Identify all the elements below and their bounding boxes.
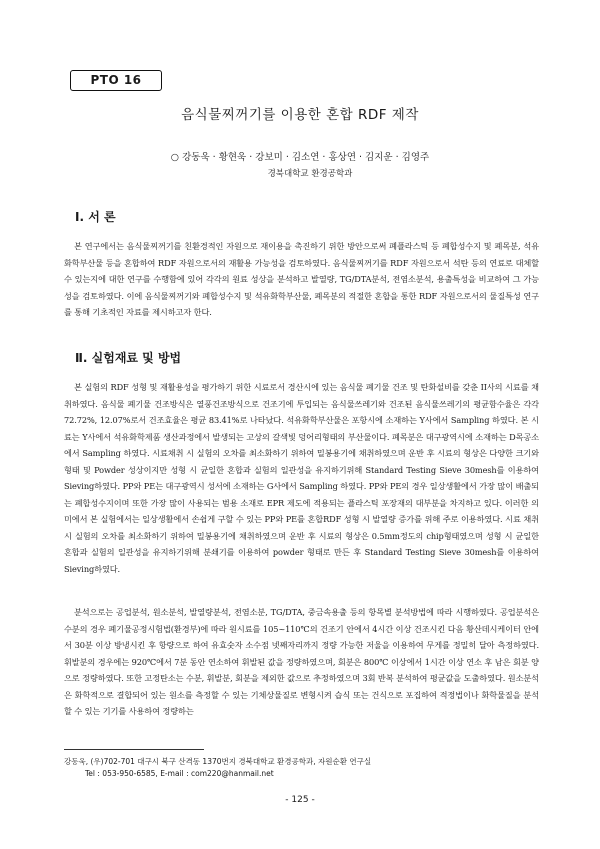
section-heading-introduction: Ⅰ. 서 론 [75, 210, 116, 224]
footnote-address: 강동욱, (우)702-701 대구시 북구 산격동 1370번지 경북대학교 환경공학과, 자원순환 연구실 [64, 757, 372, 766]
session-badge: PTO 16 [70, 70, 162, 91]
methods-paragraph-analysis: 분석으로는 공업분석, 원소분석, 발열량분석, 전염소분, TG/DTA, 중금속용출 등의 항목별 분석방법에 따라 시행하였다. 공업분석은 수분의 경우 폐기물공정시험법(환경부)에 따라 원시료를 105~110℃의 건조기 안에서 4시간 이상 건조시킨 다음 황산데시케이터 안에서 30분 이상 방냉시킨 후 항량으로 하여 유효숫자 소수점 넷째자리까지 정량 가능한 저울을 이용하여 무게를 정밀히 달아 측정하였다. 휘발분의 경우에는 920℃에서 7분 동안 연소하여 휘발된 값을 정량하였으며, 회분은 800℃ 이상에서 1시간 이상 연소 후 남은 회분 양으로 정량하였다. 또한 고정탄소는 수분, 휘발분, 회분을 제외한 값으로 추정하였으며 3회 반복 분석하여 평균값을 도출하였다. 원소분석은 화학적으로 결합되어 있는 원소를 측정할 수 있는 기체상물질로 변형시켜 습식 또는 건식으로 포집하여 적정법이나 화학물질을 분석할 수 있는 기기를 사용하여 정량하는 [64, 607, 539, 716]
section-heading-methods: Ⅱ. 실험재료 및 방법 [75, 351, 182, 365]
author-list: ○ 강동욱 · 황현욱 · 강보미 · 김소연 · 홍상연 · 김지운 · 김영주 [170, 152, 430, 163]
affiliation: 경북대학교 환경공학과 [267, 169, 353, 179]
footnote-divider [64, 749, 204, 750]
footnote-contact: Tel : 053-950-6585, E-mail : com220@hanmail.net [85, 769, 274, 778]
paper-title: 음식물찌꺼기를 이용한 혼합 RDF 제작 [181, 107, 419, 123]
introduction-paragraph: 본 연구에서는 음식물찌꺼기를 친환경적인 자원으로 재이용을 촉진하기 위한 방안으로써 폐플라스틱 등 폐합성수지 및 폐목분, 석유화학부산물 등을 혼합하여 RDF 자원으로서의 재활용 가능성을 검토하였다. 음식물찌꺼기를 RDF 자원으로서 석탄 등의 연료로 대체할 수 있는지에 대한 연구를 수행함에 있어 각각의 원료 성상을 분석하고 발열량, TG/DTA분석, 전염소분석, 용출특성을 비교하여 그 가능성을 검토하였다. 이에 음식물찌꺼기와 폐합성수지 및 석유화학부산물, 폐목분의 적절한 혼합을 통한 RDF 자원으로서의 물질특성 연구를 통해 기초적인 자료를 제시하고자 한다. [64, 241, 539, 317]
methods-paragraph-samples: 본 실험의 RDF 성형 및 재활용성을 평가하기 위한 시료로서 경산시에 있는 음식물 폐기물 건조 및 탄화설비를 갖춘 II사의 시료를 채취하였다. 음식물 폐기물 건조방식은 열풍건조방식으로 건조기에 투입되는 음식물쓰레기와 건조된 음식물쓰레기의 평균함수율은 각각 72.72%, 12.07%로서 건조효율은 평균 83.41%로 나타났다. 석유화학부산물은 포항시에 소재하는 Y사에서 Sampling 하였다. 본 시료는 Y사에서 석유화학제품 생산과정에서 발생되는 고상의 갈색빛 덩어리형태의 부산물이다. 폐목분은 대구광역시에 소재하는 D목공소에서 Sampling 하였다. 시료채취 시 실험의 오차를 최소화하기 위하여 밀봉용기에 채취하였으며 운반 후 시료의 형상은 다양한 크기와 형태 및 Powder 성상이지만 성형 시 균일한 혼합과 실험의 일관성을 유지하기위해 Standard Testing Sieve 30mesh를 이용하여 Sieving하였다. PP와 PE는 대구광역시 성서에 소재하는 G사에서 Sampling 하였다. PP와 PE의 경우 일상생활에서 가장 많이 배출되는 폐합성수지이며 또한 가장 많이 사용되는 범용 소재로 EPR 제도에 적용되는 플라스틱 포장재의 대부분을 차지하고 있다. 이러한 의미에서 본 실험에서는 일상생활에서 손쉽게 구할 수 있는 PP와 PE를 혼합RDF 성형 시 발열량 증가를 위해 주로 이용하였다. 시료 채취 시 실험의 오차를 최소화하기 위하여 밀봉용기에 채취하였으며 운반 후 시료의 형상은 0.5mm정도의 chip형태였으며 성형 시 균일한 혼합과 실험의 일관성을 유지하기위해 분쇄기를 이용하여 powder 형태로 만든 후 Standard Testing Sieve 30mesh를 이용하여 Sieving하였다. [64, 382, 539, 574]
page-number: - 125 - [285, 795, 315, 805]
